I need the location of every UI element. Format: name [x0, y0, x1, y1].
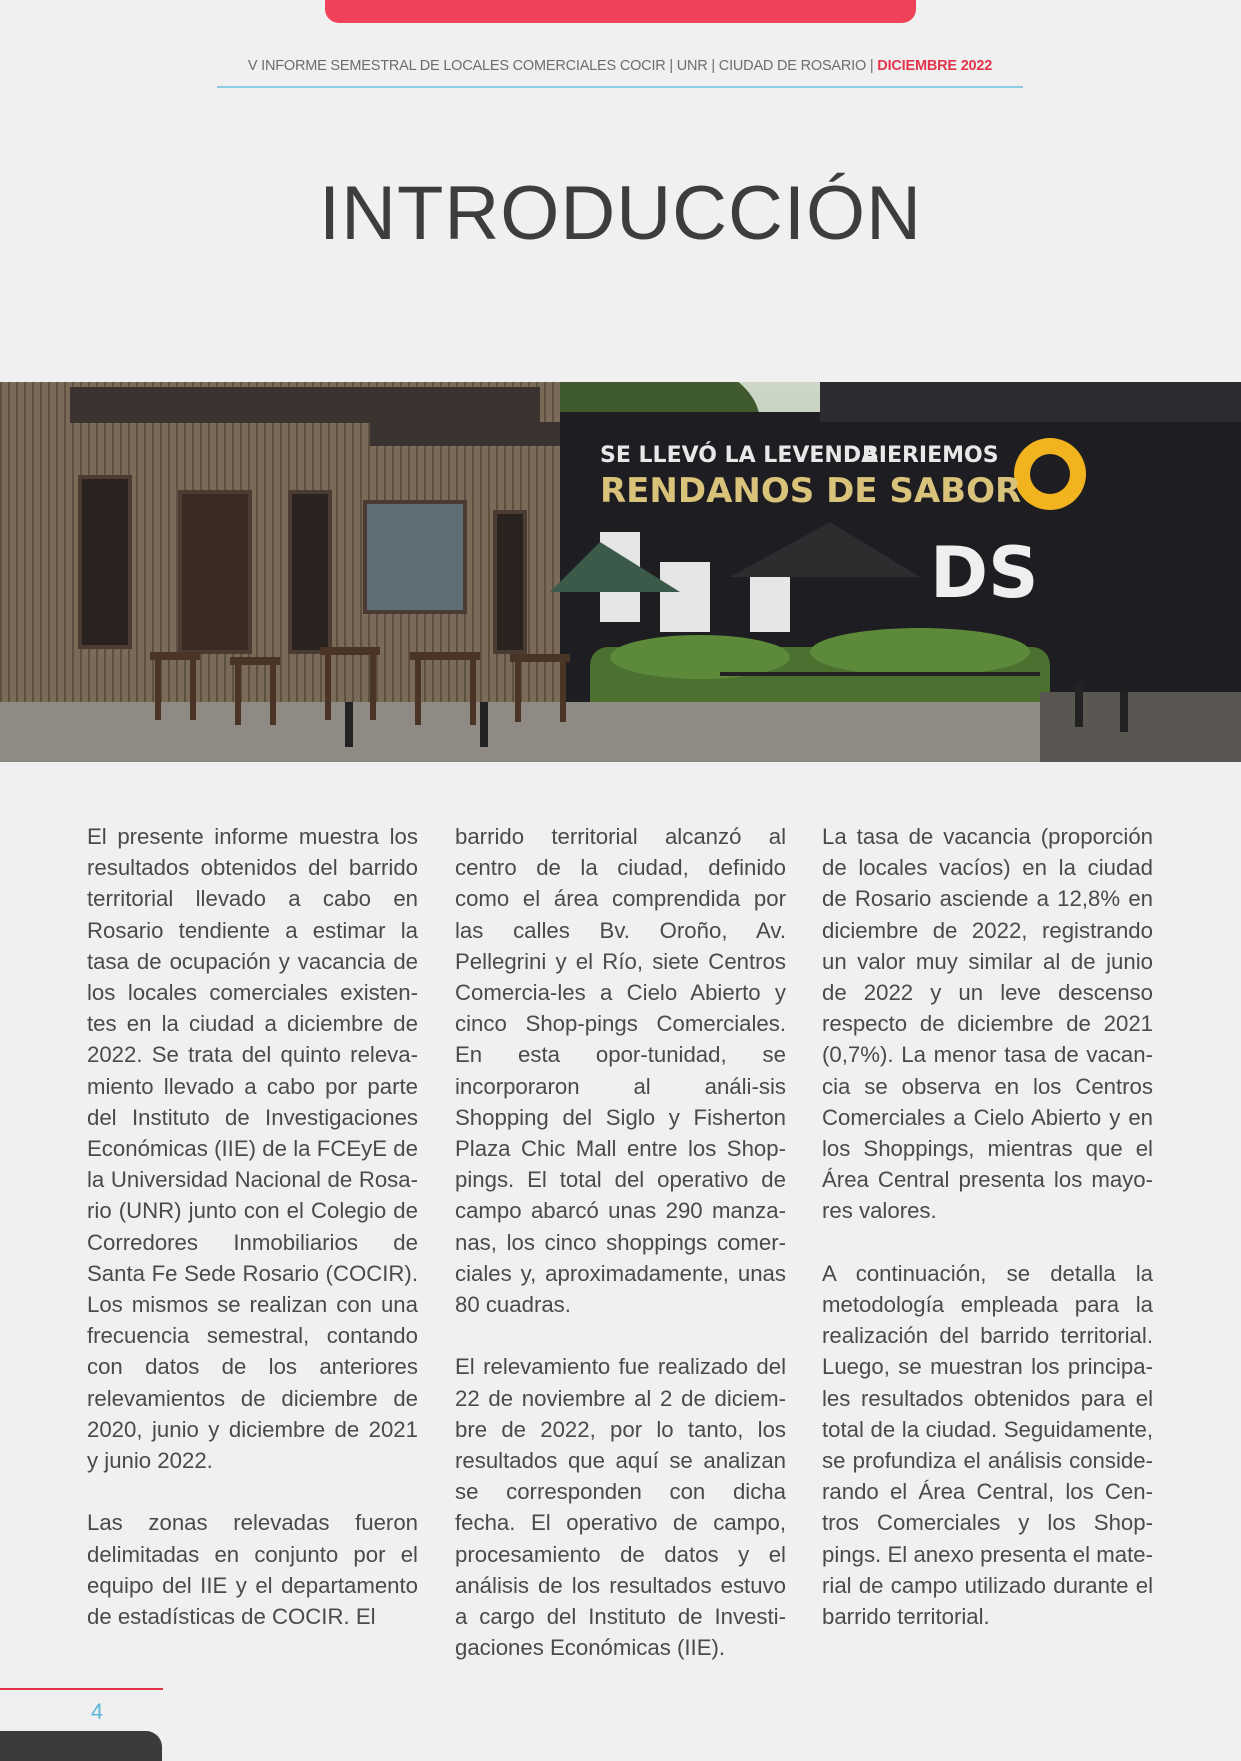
street-photo: [0, 382, 1241, 762]
footer-divider: [0, 1688, 163, 1690]
body-column-2: [455, 821, 786, 1695]
running-header-date: DICIEMBRE 2022: [877, 58, 993, 74]
paragraph: El relevamiento fue realizado del 22 de noviembre al 2 de diciem-bre de 2022, por lo tanto, los resultados que aquí se analizan se corresponden con dicha fecha. El operativo de campo, procesamiento de datos y el análisis de los resultados estuvo a cargo del Instituto de Investi-gaciones Económicas (IIE).: [455, 1354, 786, 1661]
paragraph: barrido territorial alcanzó al centro de la ciudad, definido como el área comprendida por las calles Bv. Oroño, Av. Pellegrini y el Río, siete Centros Comercia-les a Cielo Abierto y cinco Shop-pings Comerciales. En esta opor-tunidad, se incorporaron al análi-sis Shopping del Siglo y Fisherton Plaza Chic Mall entre los Shop-pings. El total del operativo de campo abarcó unas 290 manza-nas, los cinco shoppings comer-ciales y, aproximadamente, unas 80 cuadras.: [455, 824, 786, 1318]
wall-lettering-2: BIERIEMOS: [862, 443, 999, 468]
page-title: INTRODUCCIÓN: [318, 171, 923, 256]
paragraph: A continuación, se detalla la metodología empleada para la realización del barrido territorial. Luego, se muestran los principa-les resultados obtenidos para el total de la ciudad. Seguidamente, se profundiza el análisis conside-rando el Área Central, los Cen-tros Comerciales y los Shop-pings. El anexo presenta el mate-rial de campo utilizado durante el barrido territorial.: [822, 1260, 1153, 1630]
page-number: 4: [90, 1699, 104, 1724]
paragraph: Las zonas relevadas fueron delimitadas en conjunto por el equipo del IIE y el departamento de estadísticas de COCIR. El: [87, 1510, 418, 1630]
wall-lettering-3: RENDANOS DE SABOR: [600, 471, 1022, 511]
body-column-1: [87, 821, 418, 1663]
paragraph: La tasa de vacancia (proporción de locales vacíos) en la ciudad de Rosario asciende a 12,8% en diciembre de 2022, registrando un valor muy similar al de junio de 2022 y un leve descenso respecto de diciembre de 2021 (0,7%). La menor tasa de vacan-cia se observa en los Centros Comerciales a Cielo Abierto y en los Shoppings, mientras que el Área Central presenta los mayo-res valores.: [822, 824, 1153, 1224]
paragraph: El presente informe muestra los resultados obtenidos del barrido territorial llevado a cabo en Rosario tendiente a estimar la tasa de ocupación y vacancia de los locales comerciales existen-tes en la ciudad a diciembre de 2022. Se trata del quinto releva-miento llevado a cabo por parte del Instituto de Investigaciones Económicas (IIE) de la FCEyE de la Universidad Nacional de Rosa-rio (UNR) junto con el Colegio de Corredores Inmobiliarios de Santa Fe Sede Rosario (COCIR). Los mismos se realizan con una frecuencia semestral, contando con datos de los anteriores relevamientos de diciembre de 2020, junio y diciembre de 2021 y junio 2022.: [87, 824, 418, 1474]
running-header-title: V INFORME SEMESTRAL DE LOCALES COMERCIALES COCIR | UNR | CIUDAD DE ROSARIO |: [247, 58, 878, 74]
wall-lettering-4: DS: [930, 532, 1039, 614]
header-divider: [217, 86, 1023, 88]
wall-lettering-1: SE LLEVÓ LA LEVENDA: [600, 443, 879, 468]
running-header: [217, 58, 1023, 74]
footer-accent-tab: [0, 1731, 162, 1761]
body-column-3: [822, 821, 1153, 1663]
street-photo-illustration: [0, 382, 1241, 762]
top-accent-tab: [325, 0, 916, 23]
